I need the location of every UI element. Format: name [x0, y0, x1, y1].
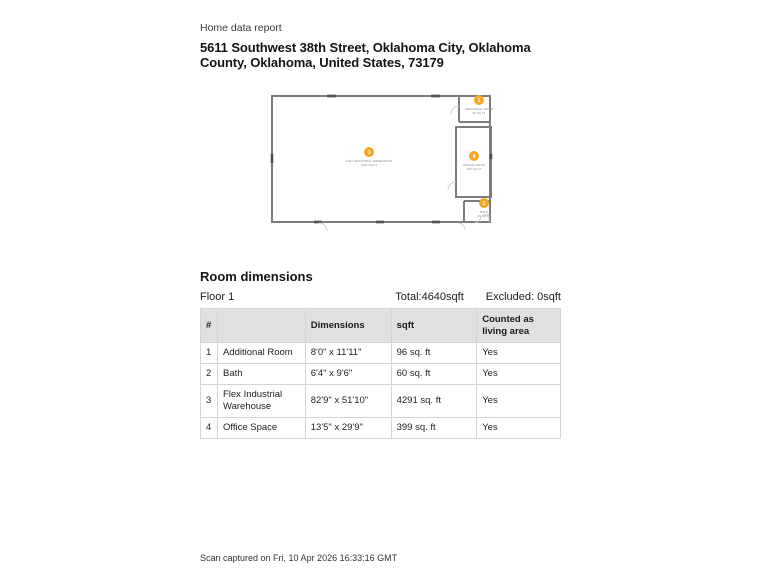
table-row [201, 364, 561, 385]
section-heading: Room dimensions [200, 269, 313, 284]
marker-sqft-label: 96 SQ FT [472, 111, 486, 115]
table-row [201, 418, 561, 439]
marker-number: 1 [477, 98, 481, 104]
marker-room-label: OFFICE SPACE [463, 163, 485, 167]
room-sqft: 96 sq. ft [391, 343, 477, 364]
room-sqft: 60 sq. ft [391, 364, 477, 385]
marker-room-label: ADDITIONAL ROOM [464, 107, 493, 111]
page-title: 5611 Southwest 38th Street, Oklahoma City, Oklahoma County, Oklahoma, United States, 73179 [200, 40, 531, 70]
room-dimensions: 6'4" x 9'6" [305, 364, 391, 385]
room-table-header-row [201, 309, 561, 343]
table-row [201, 385, 561, 418]
room-counted: Yes [477, 385, 561, 418]
excluded-sqft-label: Excluded: 0sqft [485, 291, 561, 303]
marker-number: 3 [367, 150, 371, 156]
report-content [200, 22, 562, 439]
room-counted: Yes [477, 343, 561, 364]
marker-number: 4 [472, 154, 476, 160]
marker-sqft-label: 399 SQ FT [466, 167, 482, 171]
floor-label: Floor 1 [200, 291, 235, 303]
column-header: Counted as living area [477, 309, 561, 343]
floor-summary-row [200, 291, 561, 303]
room-marker [465, 95, 493, 115]
column-header: Dimensions [305, 309, 391, 343]
room-table-body [201, 343, 561, 439]
marker-sqft-label: 60 SQ FT [477, 214, 491, 218]
marker-room-label: BATH [480, 210, 488, 214]
room-dimensions: 82'9" x 51'10" [305, 385, 391, 418]
report-label: Home data report [200, 22, 282, 34]
room-sqft: 399 sq. ft [391, 418, 477, 439]
row-number: 3 [201, 385, 218, 418]
room-dimensions: 8'0" x 11'11" [305, 343, 391, 364]
room-sqft: 4291 sq. ft [391, 385, 477, 418]
floor-totals [395, 291, 561, 303]
total-sqft-label: Total:4640sqft [395, 291, 464, 303]
room-counted: Yes [477, 418, 561, 439]
column-header: sqft [391, 309, 477, 343]
row-number: 1 [201, 343, 218, 364]
room-dimensions-table [200, 308, 561, 439]
room-marker [463, 151, 485, 171]
room-marker [346, 147, 392, 167]
row-number: 4 [201, 418, 218, 439]
floorplan [200, 94, 562, 236]
marker-sqft-label: 4291 SQ FT [360, 163, 378, 167]
room-counted: Yes [477, 364, 561, 385]
column-header [217, 309, 305, 343]
room-dimensions: 13'5" x 29'9" [305, 418, 391, 439]
column-header: # [201, 309, 218, 343]
table-row [201, 343, 561, 364]
floorplan-svg [269, 94, 493, 236]
floorplan-markers [346, 95, 493, 218]
row-number: 2 [201, 364, 218, 385]
room-name: Flex Industrial Warehouse [217, 385, 305, 418]
marker-number: 2 [482, 201, 486, 207]
room-name: Additional Room [217, 343, 305, 364]
scan-timestamp: Scan captured on Fri, 10 Apr 2026 16:33:16 GMT [200, 553, 398, 563]
room-name: Office Space [217, 418, 305, 439]
marker-room-label: FLEX INDUSTRIAL WAREHOUSE [345, 159, 393, 163]
room-name: Bath [217, 364, 305, 385]
